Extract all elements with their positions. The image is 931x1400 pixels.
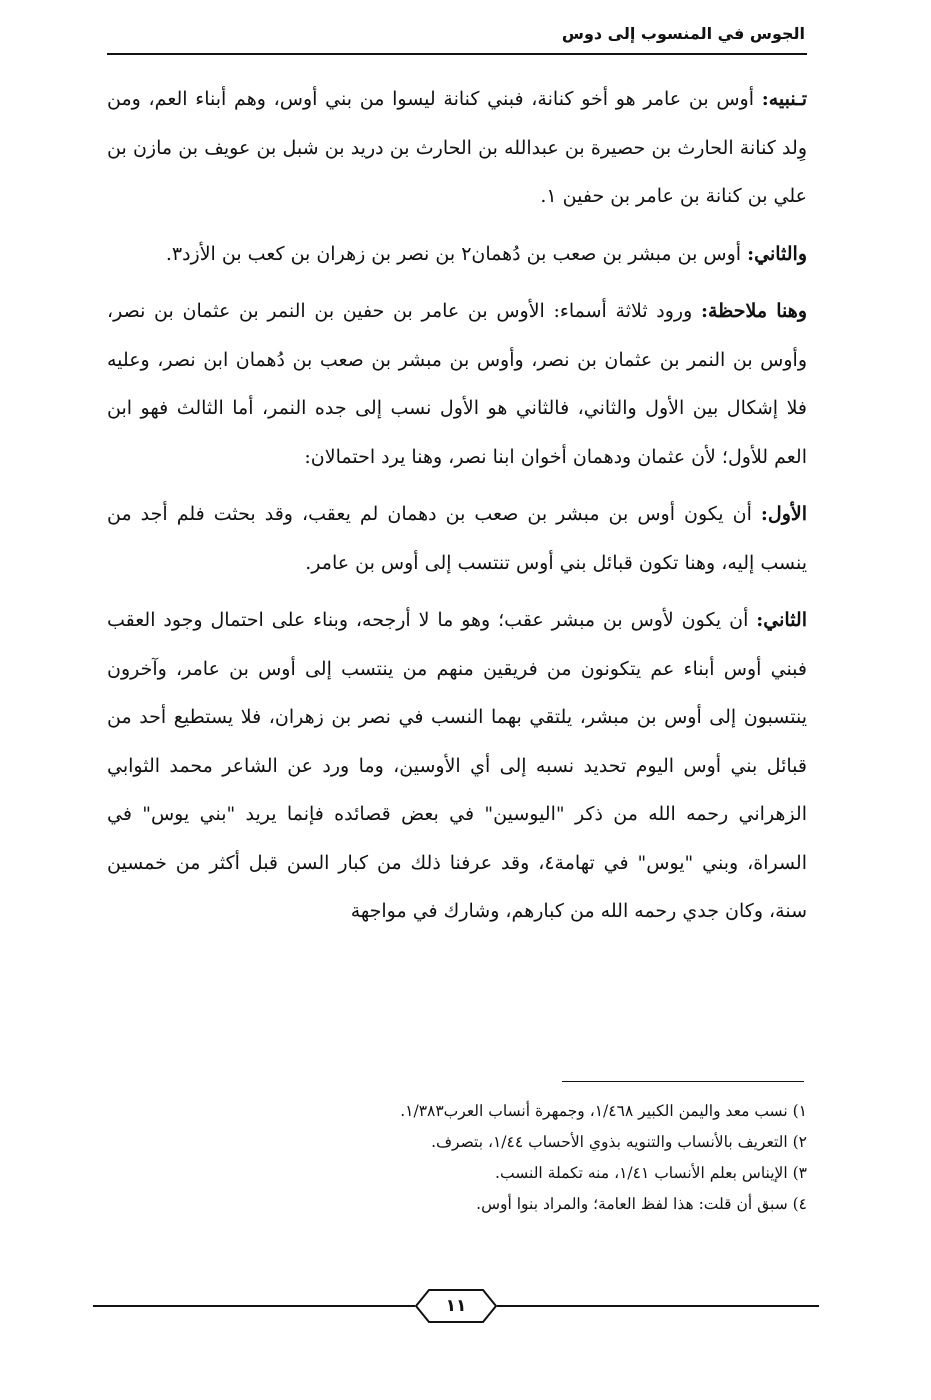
footnote: ٣) الإيناس بعلم الأنساب ١/٤١، منه تكملة النسب.	[495, 1164, 807, 1182]
footer-line-left	[93, 1305, 415, 1307]
paragraph-lead: والثاني:	[747, 242, 807, 265]
paragraph-text: أن يكون أوس بن مبشر بن صعب بن دهمان لم يعقب، وقد بحثت فلم أجد من ينسب إليه، وهنا تكون قبائل بني أوس تنتسب إلى أوس بن عامر.	[107, 503, 807, 574]
paragraph-first-possibility	[107, 490, 807, 587]
paragraph-lead: الثاني:	[756, 609, 807, 631]
footnote-rule	[562, 1081, 804, 1082]
paragraph-second-possibility	[107, 596, 807, 936]
body-text	[107, 75, 807, 945]
paragraph-lead: وهنا ملاحظة:	[700, 300, 807, 322]
footnotes	[200, 1096, 807, 1220]
paragraph-lead: الأول:	[760, 503, 807, 525]
paragraph-second-aws	[107, 230, 807, 279]
page-footer	[93, 1289, 819, 1323]
footnote: ٢) التعريف بالأنساب والتنويه بذوي الأحساب ١/٤٤، بتصرف.	[431, 1133, 807, 1151]
paragraph-text: أوس بن مبشر بن صعب بن دُهمان٢ بن نصر بن زهران بن كعب بن الأزد٣.	[165, 242, 748, 265]
footnote: ١) نسب معد واليمن الكبير ١/٤٦٨، وجمهرة أنساب العرب١/٣٨٣.	[400, 1102, 807, 1120]
page-number-badge	[415, 1289, 497, 1323]
paragraph-text: أوس بن عامر هو أخو كنانة، فبني كنانة ليسوا من بني أوس، وهم أبناء العم، ومن وِلد كنانة الحارث بن حصيرة بن عبدالله بن الحارث بن دريد بن شبل بن عويف بن مازن بن علي بن كنانة بن عامر بن حفين ١.	[107, 88, 807, 207]
paragraph-note	[107, 75, 807, 221]
paragraph-lead: تـنبيه:	[761, 88, 807, 110]
paragraph-text: ورود ثلاثة أسماء: الأوس بن عامر بن حفين بن النمر بن عثمان بن نصر، وأوس بن النمر بن عثمان بن نصر، وأوس بن مبشر بن صعب بن دُهمان ابن نصر، وعليه فلا إشكال بين الأول والثاني، فالثاني هو الأول نسب إلى جده النمر، أما الثالث فهو ابن العم للأول؛ لأن عثمان ودهمان أخوان ابنا نصر، وهنا يرد احتمالان:	[107, 300, 807, 468]
paragraph-text: أن يكون لأوس بن مبشر عقب؛ وهو ما لا أرجحه، وبناء على احتمال وجود العقب فبني أوس أبناء عم يتكونون من فريقين منهم من ينتسب إلى أوس بن عامر، وآخرون ينتسبون إلى أوس بن مبشر، يلتقي بهما النسب في نصر بن زهران، فلا يستطيع أحد من قبائل بني أوس اليوم تحديد نسبه إلى أي الأوسين، وما ورد عن الشاعر محمد الثوابي الزهراني رحمه الله من ذكر "اليوسين" في بعض قصائده فإنما يريد "بني يوس" في السراة، وبني "يوس" في تهامة٤، وقد عرفنا ذلك من كبار السن قبل أكثر من خمسين سنة، وكان جدي رحمه الله من كبارهم، وشارك في مواجهة	[107, 609, 807, 922]
footer-line-right	[497, 1305, 819, 1307]
header-rule	[107, 53, 807, 55]
paragraph-remark	[107, 287, 807, 481]
running-header: الجوس في المنسوب إلى دوس	[561, 24, 805, 43]
footnote: ٤) سبق أن قلت: هذا لفظ العامة؛ والمراد بنوا أوس.	[476, 1195, 807, 1213]
page-number: ١١	[445, 1296, 467, 1316]
